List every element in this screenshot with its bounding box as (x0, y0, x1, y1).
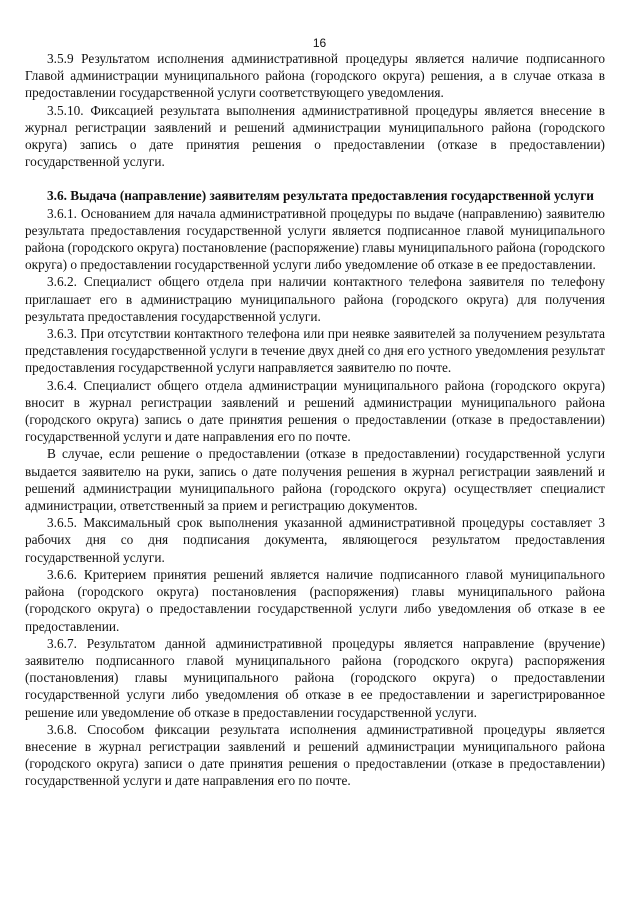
paragraph-3-6-4-continued: В случае, если решение о предоставлении (отказе в предоставлении) государственной услуги выдается заявителю на руки, запись о дате получения решения в журнал регистрации заявлений и решений администрации муниципального района (городского округа) осуществляет специалист администрации, ответственный за прием и регистрацию документов. (25, 446, 605, 514)
paragraph-3-6-8: 3.6.8. Способом фиксации результата исполнения административной процедуры является внесение в журнал регистрации заявлений и решений администрации муниципального района (городского округа) записи о дате принятия решения о предоставлении (отказе в предоставлении) государственной услуги и дате направления его по почте. (25, 721, 605, 789)
paragraph-3-6-3: 3.6.3. При отсутствии контактного телефона или при неявке заявителей за получением результата представления государственной услуги в течение двух дней со дня его устного уведомления результат предоставления государственной услуги направляется заявителю по почте. (25, 326, 605, 376)
section-spacer (25, 170, 605, 187)
paragraph-3-5-9: 3.5.9 Результатом исполнения административной процедуры является наличие подписанного Главой администрации муниципального района (городского округа) решения, а в случае отказа в предоставлении государственной услуги соответствующего уведомления. (25, 51, 605, 101)
paragraph-3-6-4: 3.6.4. Специалист общего отдела администрации муниципального района (городского округа) вносит в журнал регистрации заявлений и решений администрации муниципального района (городского округа) запись о дате принятия решения о предоставлении (отказе в предоставлении) государственной услуги и дате направления его по почте. (25, 377, 605, 445)
paragraph-3-6-2: 3.6.2. Специалист общего отдела при наличии контактного телефона заявителя по телефону приглашает его в администрацию муниципального района (городского округа) для получения результата предоставления государственной услуги. (25, 274, 605, 324)
section-heading: 3.6. Выдача (направление) заявителям результата предоставления государственной услуги (47, 188, 594, 204)
paragraph-3-6-5: 3.6.5. Максимальный срок выполнения указанной административной процедуры составляет 3 рабочих дня со дня подписания документа, являющегося результатом предоставления государственной услуги. (25, 515, 605, 565)
paragraph-3-6-6: 3.6.6. Критерием принятия решений является наличие подписанного главой муниципального района (городского округа) постановления (распоряжения) главы муниципального района (городского округа) о предоставлении государственной услуги либо уведомления об отказе в ее предоставлении. (25, 566, 605, 634)
page-content (25, 50, 605, 790)
page-number: 16 (312, 36, 327, 50)
paragraph-3-6-7: 3.6.7. Результатом данной административной процедуры является направление (вручение) заявителю подписанного главой муниципального района (городского округа) распоряжения (постановления) главы муниципального района (городского округа) о предоставлении государственной услуги либо уведомления об отказе в ее предоставлении и зарегистрированное решение или уведомление об отказе в предоставлении государственной услуги. (25, 635, 605, 720)
paragraph-3-5-10: 3.5.10. Фиксацией результата выполнения административной процедуры является внесение в журнал регистрации заявлений и решений администрации муниципального района (городского округа) запись о дате принятия решения о предоставлении (отказе в предоставлении) государственной услуги. (25, 102, 605, 170)
paragraph-3-6-1: 3.6.1. Основанием для начала административной процедуры по выдаче (направлению) заявителю результата предоставления государственной услуги является подписанное главой муниципального района (городского округа) постановление (распоряжение) главы муниципального района (городского округа) о предоставлении государственной услуги либо уведомление об отказе в ее предоставлении. (25, 205, 605, 273)
